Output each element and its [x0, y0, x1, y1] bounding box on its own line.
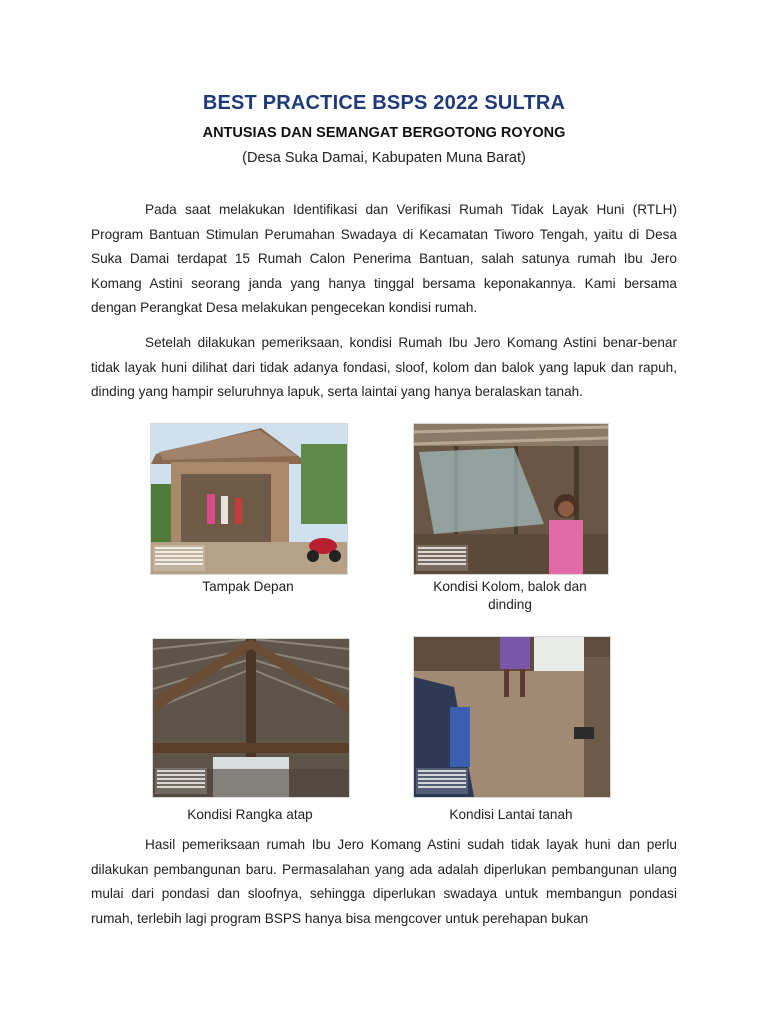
- photo-timestamp-stamp: [153, 545, 205, 571]
- document-location: (Desa Suka Damai, Kabupaten Muna Barat): [242, 150, 526, 166]
- document-title: BEST PRACTICE BSPS 2022 SULTRA: [202, 92, 566, 114]
- paragraph-3: Hasil pemeriksaan rumah Ibu Jero Komang Astini sudah tidak layak huni dan perlu dilakukan pembangunan baru. Permasalahan yang ada adalah diperlukan pembangunan ulang mulai dari pondasi dan sloofnya, sehingga diperlukan swadaya untuk membangun pondasi rumah, terlebih lagi program BSPS hanya bisa mengcover untuk perehapan bukan: [91, 837, 677, 926]
- photo-caption-roof-frame: Kondisi Rangka atap: [187, 807, 313, 822]
- photo-caption-interior: Kondisi Kolom, balok dan dinding: [433, 579, 587, 612]
- photo-caption-dirt-floor: Kondisi Lantai tanah: [449, 807, 573, 822]
- roof-frame-photo: [152, 638, 350, 798]
- paragraph-1: Pada saat melakukan Identifikasi dan Verifikasi Rumah Tidak Layak Huni (RTLH) Program Bantuan Stimulan Perumahan Swadaya di Kecamatan Tiworo Tengah, yaitu di Desa Suka Damai terdapat 15 Rumah Calon Penerima Bantuan, salah satunya rumah Ibu Jero Komang Astini seorang janda yang hanya tinggal bersama keponakannya. Kami bersama dengan Perangkat Desa melakukan pengecekan kondisi rumah.: [91, 202, 677, 315]
- dirt-floor-photo: [413, 636, 611, 798]
- photo-timestamp-stamp: [155, 768, 207, 794]
- photo-caption-house-front: Tampak Depan: [202, 579, 294, 594]
- photo-timestamp-stamp: [416, 768, 468, 794]
- house-front-photo: [150, 423, 348, 575]
- interior-photo: [413, 423, 609, 575]
- photo-timestamp-stamp: [416, 545, 468, 571]
- document-subtitle: ANTUSIAS DAN SEMANGAT BERGOTONG ROYONG: [202, 125, 566, 141]
- paragraph-2: Setelah dilakukan pemeriksaan, kondisi Rumah Ibu Jero Komang Astini benar-benar tidak layak huni dilihat dari tidak adanya fondasi, sloof, kolom dan balok yang lapuk dan rapuh, dinding yang hampir seluruhnya lapuk, serta laintai yang hanya beralaskan tanah.: [91, 335, 677, 399]
